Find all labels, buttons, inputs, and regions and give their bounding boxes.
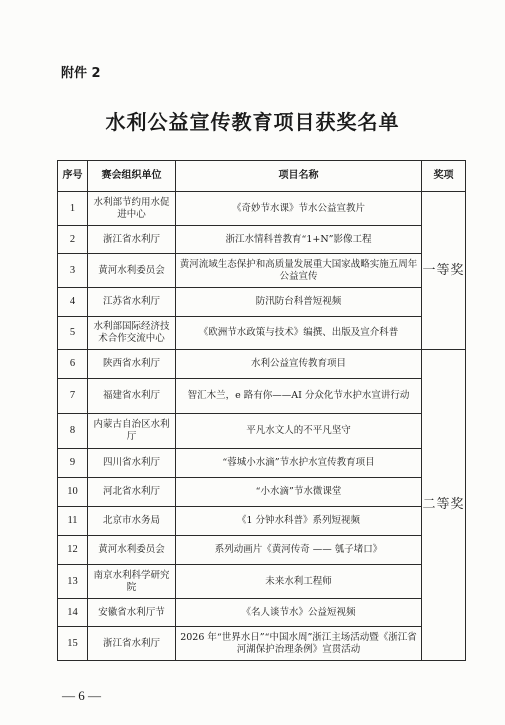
table-row [58, 449, 466, 478]
page-number: — 6 — [62, 688, 101, 703]
table-row [58, 507, 466, 536]
prize-first: 一等奖 [422, 192, 466, 350]
header-organizer: 赛会组织单位 [88, 161, 176, 192]
table-row [58, 350, 466, 379]
table-row [58, 379, 466, 414]
row-number: 6 [58, 350, 88, 379]
row-project: “蓉城小水滴”节水护水宣传教育项目 [176, 449, 422, 478]
row-number: 13 [58, 565, 88, 599]
table-row [58, 599, 466, 627]
prize-second: 二等奖 [422, 350, 466, 661]
header-project-name: 项目名称 [176, 161, 422, 192]
row-number: 5 [58, 317, 88, 350]
row-number: 3 [58, 254, 88, 288]
row-organizer: 北京市水务局 [88, 507, 176, 536]
row-project: 《奇妙节水课》节水公益宣教片 [176, 192, 422, 226]
row-number: 9 [58, 449, 88, 478]
row-organizer: 安徽省水利厅节 [88, 599, 176, 627]
table-row [58, 414, 466, 449]
row-number: 14 [58, 599, 88, 627]
table-row [58, 288, 466, 317]
row-organizer: 河北省水利厅 [88, 478, 176, 507]
attachment-label: 附件 2 [61, 66, 101, 81]
row-organizer: 内蒙古自治区水利厅 [88, 414, 176, 449]
row-project: 《名人谈节水》公益短视频 [176, 599, 422, 627]
table-row [58, 478, 466, 507]
row-project: “小水滴”节水微课堂 [176, 478, 422, 507]
awards-table [57, 160, 466, 661]
row-organizer: 水利部国际经济技术合作交流中心 [88, 317, 176, 350]
row-project: 2026 年“世界水日”“中国水周”浙江主场活动暨《浙江省河湖保护治理条例》宣贯活动 [176, 627, 422, 661]
document-title: 水利公益宣传教育项目获奖名单 [105, 110, 400, 134]
row-organizer: 黄河水利委员会 [88, 536, 176, 565]
row-project: 浙江水情科普教育“1+N”影像工程 [176, 226, 422, 254]
row-project: 防汛防台科普短视频 [176, 288, 422, 317]
row-number: 10 [58, 478, 88, 507]
row-project: 未来水利工程师 [176, 565, 422, 599]
row-number: 12 [58, 536, 88, 565]
row-organizer: 四川省水利厅 [88, 449, 176, 478]
row-project: 平凡水文人的不平凡坚守 [176, 414, 422, 449]
row-organizer: 福建省水利厅 [88, 379, 176, 414]
table-row [58, 536, 466, 565]
row-organizer: 浙江省水利厅 [88, 226, 176, 254]
row-number: 15 [58, 627, 88, 661]
table-row [58, 627, 466, 661]
row-number: 11 [58, 507, 88, 536]
row-organizer: 陕西省水利厅 [88, 350, 176, 379]
row-organizer: 浙江省水利厅 [88, 627, 176, 661]
table-row [58, 226, 466, 254]
header-number: 序号 [58, 161, 88, 192]
row-organizer: 江苏省水利厅 [88, 288, 176, 317]
row-number: 1 [58, 192, 88, 226]
table-row [58, 254, 466, 288]
table-row [58, 565, 466, 599]
row-number: 4 [58, 288, 88, 317]
row-project: 智汇木兰，e 路有你——AI 分众化节水护水宣讲行动 [176, 379, 422, 414]
row-project: 《欧洲节水政策与技术》编撰、出版及宣介科普 [176, 317, 422, 350]
row-organizer: 水利部节约用水促进中心 [88, 192, 176, 226]
table-row [58, 317, 466, 350]
row-number: 2 [58, 226, 88, 254]
row-organizer: 南京水利科学研究院 [88, 565, 176, 599]
row-project: 系列动画片《黄河传奇 —— 瓠子堵口》 [176, 536, 422, 565]
header-prize: 奖项 [422, 161, 466, 192]
row-project: 黄河流域生态保护和高质量发展重大国家战略实施五周年公益宣传 [176, 254, 422, 288]
table-header-row [58, 161, 466, 192]
row-number: 8 [58, 414, 88, 449]
row-organizer: 黄河水利委员会 [88, 254, 176, 288]
row-project: 《1 分钟水科普》系列短视频 [176, 507, 422, 536]
row-project: 水利公益宣传教育项目 [176, 350, 422, 379]
row-number: 7 [58, 379, 88, 414]
table-row [58, 192, 466, 226]
